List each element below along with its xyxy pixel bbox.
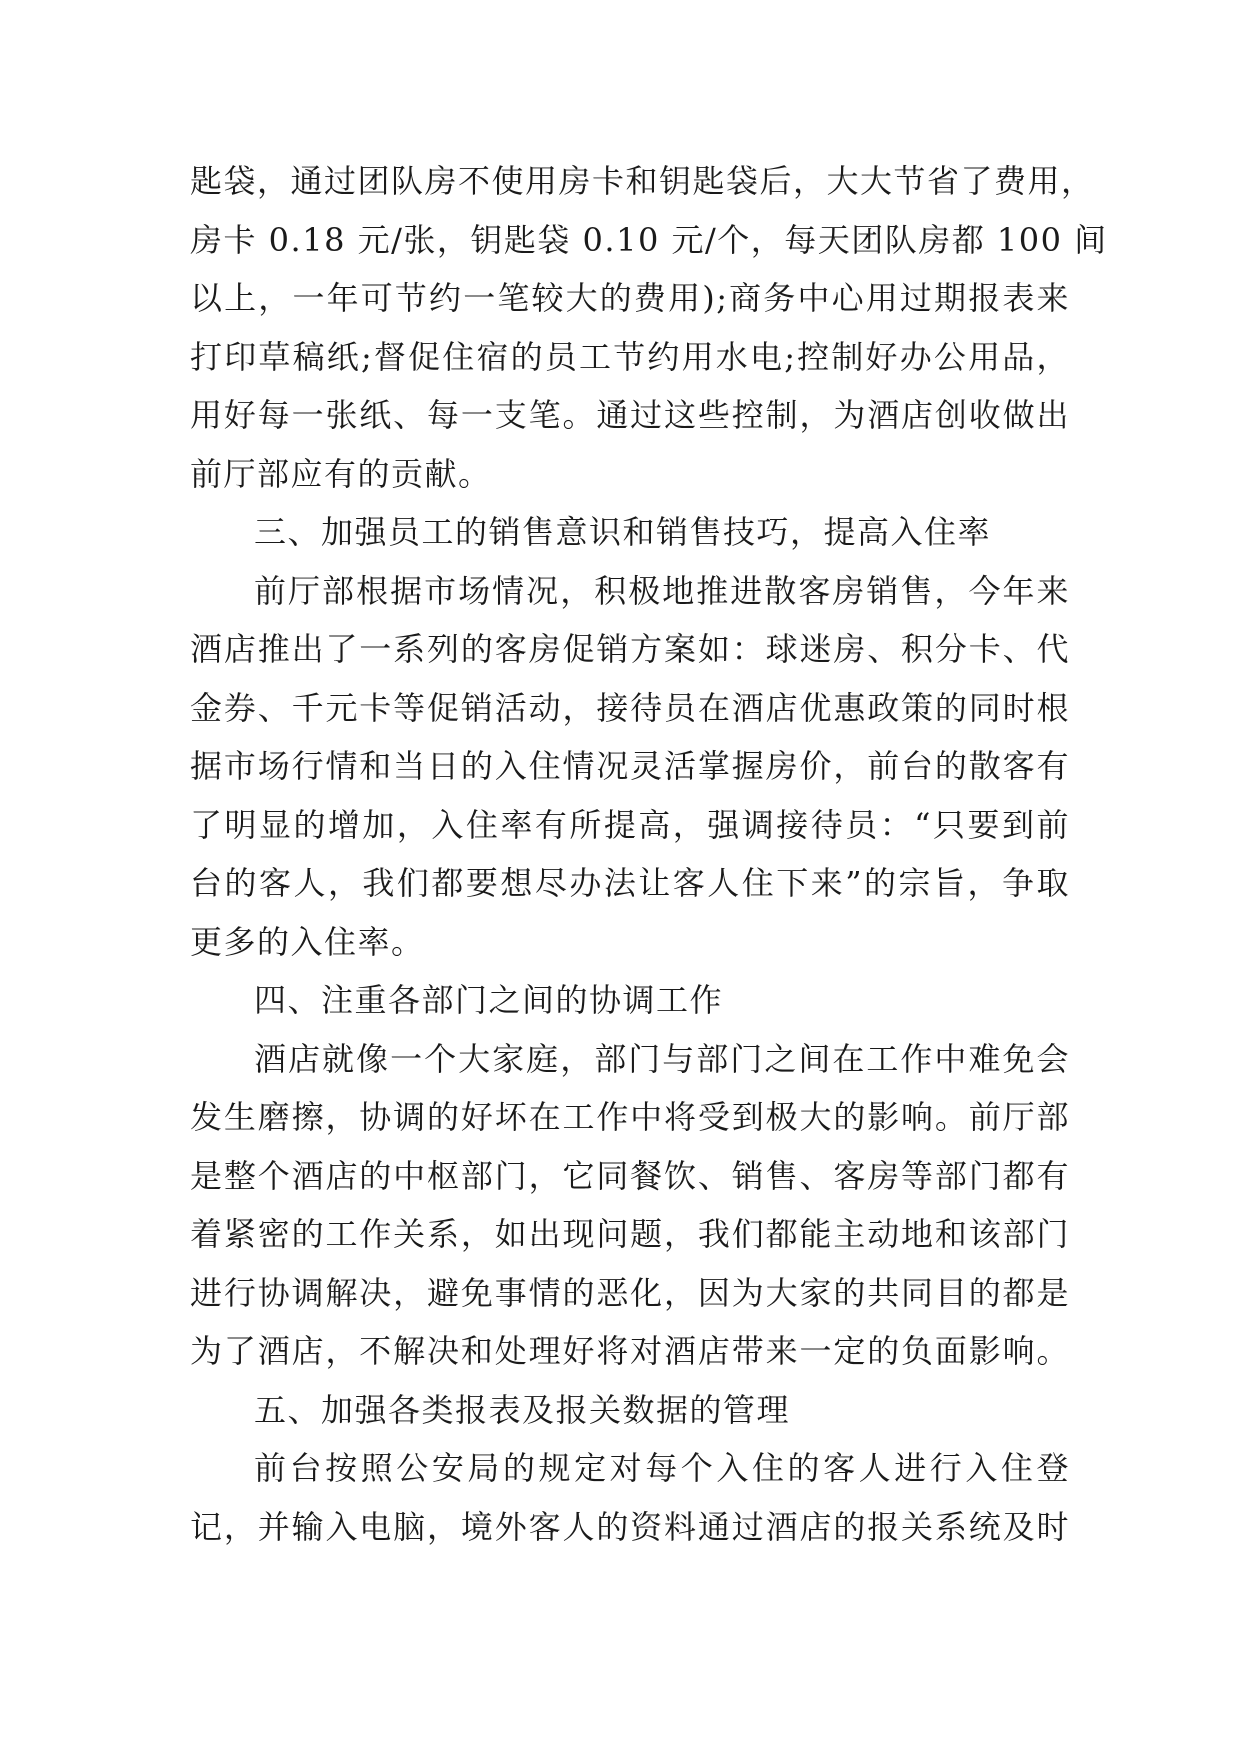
text-line: 打印草稿纸;督促住宿的员工节约用水电;控制好办公用品，: [190, 337, 1070, 376]
text-line: 三、加强员工的销售意识和销售技巧，提高入住率: [254, 513, 992, 551]
text-line: 着紧密的工作关系，如出现问题，我们都能主动地和该部门: [190, 1215, 1070, 1253]
text-line: 四、注重各部门之间的协调工作: [254, 981, 724, 1019]
text-line: 酒店就像一个大家庭，部门与部门之间在工作中难免会: [254, 1039, 1070, 1078]
text-line: 了明显的增加，入住率有所提高，强调接待员：“只要到前: [190, 805, 1070, 844]
text-line: 进行协调解决，避免事情的恶化，因为大家的共同目的都是: [190, 1273, 1070, 1312]
text-line: 是整个酒店的中枢部门，它同餐饮、销售、客房等部门都有: [190, 1156, 1070, 1195]
text-line: 前厅部应有的贡献。: [190, 454, 492, 493]
text-line: 更多的入住率。: [190, 922, 425, 961]
text-line: 房卡 0.18 元/张，钥匙袋 0.10 元/个，每天团队房都 100 间: [190, 220, 1108, 259]
text-line: 为了酒店，不解决和处理好将对酒店带来一定的负面影响。: [190, 1332, 1070, 1370]
text-line: 用好每一张纸、每一支笔。通过这些控制，为酒店创收做出: [190, 396, 1070, 434]
text-line: 前厅部根据市场情况，积极地推进散客房销售，今年来: [254, 571, 1070, 610]
text-line: 酒店推出了一系列的客房促销方案如：球迷房、积分卡、代: [190, 630, 1070, 668]
text-line: 金券、千元卡等促销活动，接待员在酒店优惠政策的同时根: [190, 688, 1070, 727]
document-body: [190, 152, 1108, 1556]
text-line: 前台按照公安局的规定对每个入住的客人进行入住登: [254, 1449, 1070, 1487]
text-line: 台的客人，我们都要想尽办法让客人住下来”的宗旨，争取: [190, 864, 1070, 902]
text-line: 五、加强各类报表及报关数据的管理: [254, 1390, 791, 1429]
text-line: 匙袋，通过团队房不使用房卡和钥匙袋后，大大节省了费用，: [190, 162, 1095, 200]
text-line: 据市场行情和当日的入住情况灵活掌握房价，前台的散客有: [190, 747, 1070, 785]
text-line: 记，并输入电脑，境外客人的资料通过酒店的报关系统及时: [190, 1507, 1070, 1546]
text-line: 发生磨擦，协调的好坏在工作中将受到极大的影响。前厅部: [190, 1098, 1070, 1136]
text-line: 以上，一年可节约一笔较大的费用);商务中心用过期报表来: [190, 279, 1070, 317]
